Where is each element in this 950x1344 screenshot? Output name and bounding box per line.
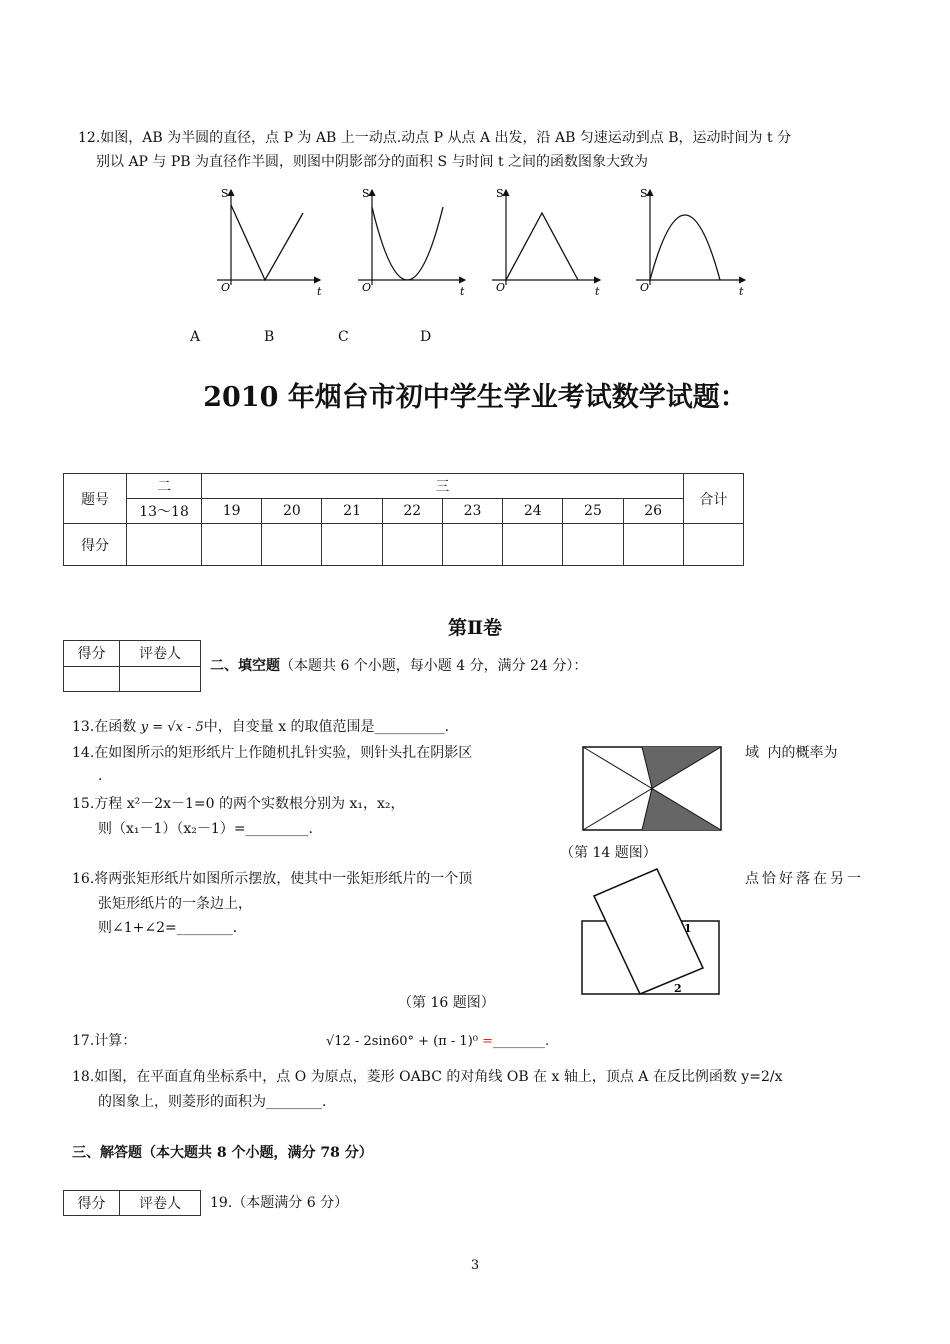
graph-d bbox=[636, 187, 745, 298]
col-26: 26 bbox=[623, 499, 683, 524]
svg-text:O: O bbox=[640, 281, 650, 294]
svg-text:O: O bbox=[221, 281, 231, 294]
q14-figure bbox=[582, 746, 724, 832]
score-cell bbox=[262, 524, 322, 566]
q13-suffix: 中，自变量 x 的取值范围是 bbox=[203, 719, 375, 735]
score-cell bbox=[127, 524, 202, 566]
q13-formula: y = √x - 5 bbox=[140, 720, 204, 735]
col-19: 19 bbox=[202, 499, 262, 524]
angle-2-label: 2 bbox=[674, 982, 682, 995]
section2-heading bbox=[210, 656, 587, 676]
q13-prefix: 13.在函数 bbox=[72, 719, 137, 735]
graph-a-s-label: S bbox=[221, 187, 229, 200]
score-cell bbox=[683, 524, 743, 566]
group-three: 三 bbox=[202, 474, 684, 499]
page-number: 3 bbox=[470, 1258, 480, 1273]
q13 bbox=[72, 717, 449, 738]
total-header: 合计 bbox=[683, 474, 743, 524]
row-label-question: 题号 bbox=[64, 474, 127, 524]
col-23: 23 bbox=[442, 499, 502, 524]
svg-text:O: O bbox=[362, 281, 372, 294]
graph-b bbox=[358, 187, 465, 298]
q18-line1: 18.如图，在平面直角坐标系中，点 O 为原点，菱形 OABC 的对角线 OB 在 x 轴上，顶点 A 在反比例函数 y=2/x bbox=[72, 1069, 783, 1085]
q17-prefix: 17.计算： bbox=[72, 1033, 137, 1049]
q16-caption: （第 16 题图） bbox=[398, 995, 495, 1011]
q16-right: 点恰好落在另一 bbox=[745, 871, 864, 887]
q19-label: 19.（本题满分 6 分） bbox=[210, 1195, 349, 1211]
score-cell bbox=[563, 524, 623, 566]
option-d: D bbox=[420, 329, 432, 345]
q14-line1: 14.在如图所示的矩形纸片上作随机扎针实验，则针头扎在阴影区 bbox=[72, 745, 473, 761]
q17-expression bbox=[326, 1032, 549, 1052]
score-cell bbox=[382, 524, 442, 566]
q14-caption: （第 14 题图） bbox=[560, 845, 657, 861]
option-c: C bbox=[338, 329, 349, 345]
q15-line2: 则（x₁－1）（x₂－1）=_________. bbox=[98, 821, 314, 837]
grader-name-label: 评卷人 bbox=[120, 641, 201, 667]
svg-text:t: t bbox=[317, 285, 322, 298]
q14-dot: . bbox=[98, 768, 103, 784]
q17-formula: √12 - 2sin60° + (π - 1)⁰ bbox=[326, 1034, 478, 1049]
score-cell bbox=[623, 524, 683, 566]
row-label-score: 得分 bbox=[64, 524, 127, 566]
q17-equals: = bbox=[482, 1034, 494, 1049]
svg-text:O: O bbox=[496, 281, 506, 294]
group-two: 二 bbox=[127, 474, 202, 499]
q17-blank: ________. bbox=[493, 1034, 550, 1049]
grader-box-q19 bbox=[63, 1190, 201, 1216]
graph-c bbox=[492, 187, 600, 298]
grader-score-label: 得分 bbox=[64, 641, 120, 667]
score-cell bbox=[503, 524, 563, 566]
q16-figure bbox=[578, 866, 723, 998]
section3-title: 三、解答题（本大题共 8 个小题，满分 78 分） bbox=[72, 1145, 373, 1161]
score-table bbox=[63, 473, 744, 566]
q18-line2: 的图象上，则菱形的面积为________. bbox=[98, 1094, 327, 1110]
volume-title: 第Ⅱ卷 bbox=[447, 617, 502, 639]
q12-line1: 12.如图，AB 为半圆的直径，点 P 为 AB 上一动点.动点 P 从点 A 出发，沿 AB 匀速运动到点 B，运动时间为 t 分 bbox=[78, 130, 792, 146]
col-22: 22 bbox=[382, 499, 442, 524]
col-20: 20 bbox=[262, 499, 322, 524]
svg-text:t: t bbox=[739, 285, 744, 298]
q16-line2: 张矩形纸片的一条边上， bbox=[98, 896, 252, 912]
score-cell bbox=[322, 524, 382, 566]
q15-line1: 15.方程 x²－2x－1=0 的两个实数根分别为 x₁，x₂， bbox=[72, 796, 405, 812]
option-b: B bbox=[264, 329, 275, 345]
score-cell bbox=[202, 524, 262, 566]
section2-title: 二、填空题 bbox=[210, 658, 280, 674]
exam-title: 2010 年烟台市初中学生学业考试数学试题： bbox=[203, 382, 747, 413]
q14-right: 域 内的概率为 bbox=[745, 745, 838, 761]
q16-line3: 则∠1+∠2=________. bbox=[98, 920, 238, 936]
svg-text:S: S bbox=[496, 187, 504, 200]
option-a: A bbox=[190, 329, 201, 345]
svg-text:S: S bbox=[640, 187, 648, 200]
q16-line1: 16.将两张矩形纸片如图所示摆放，使其中一张矩形纸片的一个顶 bbox=[72, 871, 473, 887]
grader-box bbox=[63, 640, 201, 692]
graph-a bbox=[217, 187, 322, 298]
angle-1-label: 1 bbox=[684, 922, 692, 935]
q12-graphs bbox=[195, 185, 765, 305]
q12-line2: 别以 AP 与 PB 为直径作半圆，则图中阴影部分的面积 S 与时间 t 之间的函数图象大致为 bbox=[96, 154, 649, 170]
col-24: 24 bbox=[503, 499, 563, 524]
score-cell bbox=[442, 524, 502, 566]
grader-name-label: 评卷人 bbox=[120, 1191, 201, 1216]
section2-note: （本题共 6 个小题，每小题 4 分，满分 24 分）： bbox=[280, 658, 588, 674]
grader-score-label: 得分 bbox=[64, 1191, 120, 1216]
q13-blank: __________. bbox=[374, 719, 450, 735]
svg-text:t: t bbox=[595, 285, 600, 298]
col-25: 25 bbox=[563, 499, 623, 524]
svg-text:S: S bbox=[362, 187, 370, 200]
svg-text:t: t bbox=[460, 285, 465, 298]
col-13-18: 13～18 bbox=[127, 499, 202, 524]
col-21: 21 bbox=[322, 499, 382, 524]
